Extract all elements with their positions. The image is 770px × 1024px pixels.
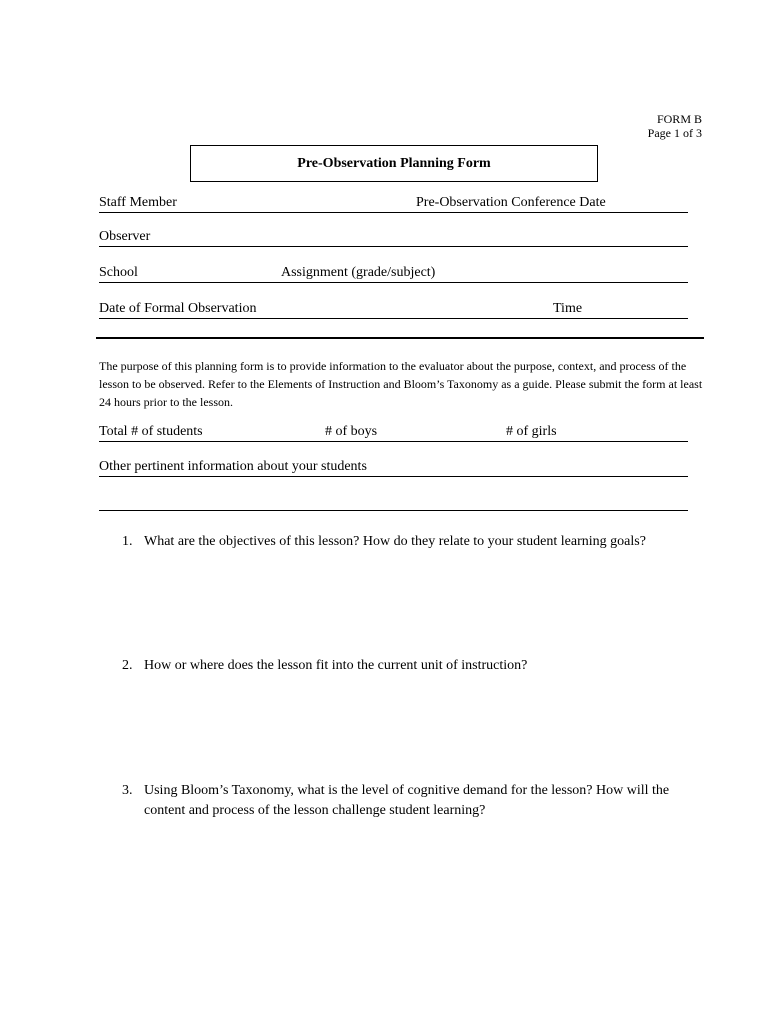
assignment-label: Assignment (grade/subject) (281, 265, 436, 280)
staff-member-field[interactable] (99, 194, 688, 213)
staff-member-label: Staff Member (99, 195, 177, 210)
student-counts-field[interactable] (99, 423, 688, 442)
school-label: School (99, 265, 138, 280)
question-3 (122, 781, 712, 821)
question-2 (122, 656, 712, 676)
purpose-paragraph: The purpose of this planning form is to provide information to the evaluator about the purpose, context, and process of the lesson to be observed. Refer to the Elements of Instruction and Bloom’s Taxonomy as a guide. Please submit the form at least 24 hours prior to the lesson. (99, 359, 703, 409)
observation-date-field[interactable] (99, 300, 688, 319)
school-field[interactable] (99, 264, 688, 283)
page-title: Pre-Observation Planning Form (297, 155, 491, 171)
conference-date-label: Pre-Observation Conference Date (416, 195, 606, 210)
girls-label: # of girls (506, 424, 557, 439)
observer-label: Observer (99, 229, 151, 244)
question-text: Using Bloom’s Taxonomy, what is the level of cognitive demand for the lesson? How will the content and process of the lesson challenge student learning? (144, 783, 670, 818)
page-indicator: Page 1 of 3 (647, 126, 702, 140)
observation-date-label: Date of Formal Observation (99, 301, 257, 316)
form-header (648, 112, 702, 140)
observer-field[interactable] (99, 228, 688, 247)
form-id: FORM B (656, 112, 702, 126)
other-info-extra-line[interactable] (99, 492, 688, 511)
question-text: How or where does the lesson fit into the current unit of instruction? (144, 658, 528, 673)
other-info-field[interactable] (99, 458, 688, 477)
question-text: What are the objectives of this lesson? How do they relate to your student learning goals? (144, 534, 646, 549)
question-1 (122, 532, 712, 552)
other-info-label: Other pertinent information about your students (99, 459, 367, 474)
question-number: 1. (122, 534, 133, 549)
form-title-box (190, 145, 598, 182)
question-number: 3. (122, 783, 133, 798)
boys-label: # of boys (325, 424, 378, 439)
question-number: 2. (122, 658, 133, 673)
time-label: Time (553, 301, 583, 316)
total-students-label: Total # of students (99, 424, 203, 439)
section-divider (96, 337, 704, 339)
